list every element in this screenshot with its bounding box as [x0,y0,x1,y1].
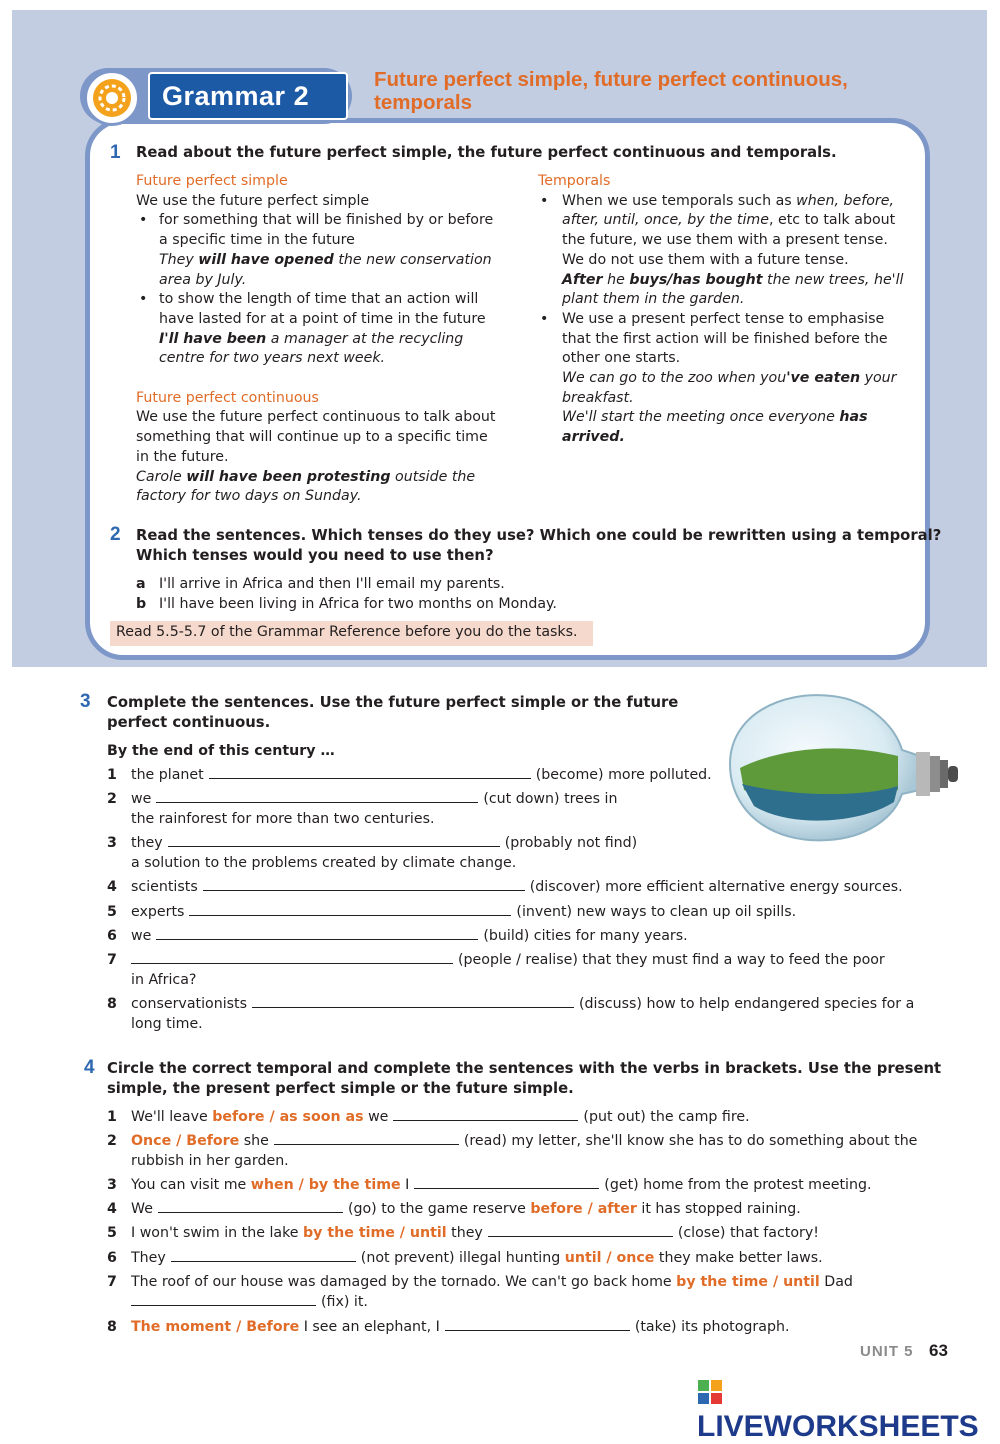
item-number: 3 [107,835,117,851]
exercise-4-item: They (not prevent) illegal hunting until / once they make better laws. [131,1250,823,1266]
exercise-3-item-continued: the rainforest for more than two centuries. [131,811,435,827]
exercise-4-item-continued: rubbish in her garden. [131,1153,289,1169]
item-label: a [136,576,146,592]
bullet: • [540,310,549,327]
answer-blank[interactable] [209,766,531,779]
fpc-title: Future perfect continuous [136,389,319,406]
temporals-bullet-1-line-4: We do not use them with a future tense. [562,251,849,268]
item-number: 5 [107,1225,117,1241]
exercise-4-item-continued: (fix) it. [131,1293,368,1313]
unit-label: UNIT 5 [860,1343,914,1360]
temporals-bullet-2-line-3: other one starts. [562,350,681,367]
exercise-3-number: 3 [80,691,91,712]
item-number: 1 [107,767,117,783]
exercise-3-item: experts (invent) new ways to clean up oil spills. [131,904,797,920]
exercise-4-item: We (go) to the game reserve before / after it has stopped raining. [131,1201,801,1217]
answer-blank[interactable] [131,951,453,964]
fps-bullet-1-line-1: for something that will be finished by or before [159,212,494,229]
temporal-choice[interactable]: before / as soon as [212,1109,364,1125]
reference-note: Read 5.5-5.7 of the Grammar Reference before you do the tasks. [116,624,578,640]
exercise-3-item: we (cut down) trees in [131,791,618,807]
temporals-example-2-line-2: breakfast. [562,389,634,406]
topic-line-1: Future perfect simple, future perfect continuous, [374,68,848,91]
liveworksheets-logo: LIVEWORKSHEETS [697,1376,1000,1444]
temporals-example-1: After he buys/has bought the new trees, he'll [562,271,904,288]
fps-example-2-line-2: centre for two years next week. [159,350,386,367]
fps-example-2: I'll have been a manager at the recycling [159,330,464,347]
item-number: 4 [107,1201,117,1217]
fpc-line-1: We use the future perfect continuous to talk about [136,409,496,426]
temporal-choice[interactable]: Once / Before [131,1133,240,1149]
temporal-choice[interactable]: when / by the time [250,1177,401,1193]
exercise-4-item: I won't swim in the lake by the time / until they (close) that factory! [131,1225,819,1241]
lightbulb-image [720,686,968,846]
item-number: 6 [107,1250,117,1266]
temporal-choice[interactable]: until / once [564,1250,655,1266]
fps-example-1-line-2: area by July. [159,271,247,288]
answer-blank[interactable] [414,1176,599,1189]
bullet: • [139,291,148,308]
item-number: 5 [107,904,117,920]
temporals-example-3-line-2: arrived. [562,429,625,446]
fps-title: Future perfect simple [136,173,288,189]
fpc-example-line-2: factory for two days on Sunday. [136,488,362,505]
temporals-bullet-1-line-2: after, until, once, by the time, etc to talk about [562,212,896,229]
item-number: 1 [107,1109,117,1125]
temporal-choice[interactable]: by the time / until [676,1274,820,1290]
fps-example-1: They will have opened the new conservation [159,251,492,268]
item-number: 3 [107,1177,117,1193]
fps-bullet-2-line-2: have lasted for at a point of time in the future [159,310,486,327]
item-number: 8 [107,996,117,1012]
item-number: 8 [107,1319,117,1335]
exercise-4-instruction-line-1: Circle the correct temporal and complete the sentences with the verbs in brackets. Use the present [107,1060,942,1077]
temporals-title: Temporals [538,173,611,189]
exercise-4-item: We'll leave before / as soon as we (put out) the camp fire. [131,1109,750,1125]
exercise-3-lead: By the end of this century … [107,743,335,759]
fpc-example: Carole will have been protesting outside the [136,468,476,485]
exercise-4-item: The roof of our house was damaged by the tornado. We can't go back home by the time / until Dad [131,1274,853,1290]
temporals-example-3: We'll start the meeting once everyone has [562,409,868,426]
temporals-example-1-line-2: plant them in the garden. [562,291,745,308]
answer-blank[interactable] [156,790,478,803]
answer-blank[interactable] [274,1132,459,1145]
topic-line-2: temporals [374,91,472,114]
exercise-3-item: conservationists (discuss) how to help endangered species for a [131,996,915,1012]
exercise-2-item-a: I'll arrive in Africa and then I'll email my parents. [159,576,505,592]
answer-blank[interactable] [488,1224,673,1237]
answer-blank[interactable] [158,1200,343,1213]
answer-blank[interactable] [252,995,574,1008]
temporals-bullet-1-line-3: the future, we use them with a present tense. [562,232,888,249]
temporals-bullet-2-line-1: We use a present perfect tense to emphasise [562,310,885,327]
exercise-1-number: 1 [110,142,121,163]
item-number: 4 [107,879,117,895]
temporal-choice[interactable]: by the time / until [303,1225,447,1241]
exercise-4-number: 4 [84,1057,95,1078]
exercise-4-item: The moment / Before I see an elephant, I (take) its photograph. [131,1319,790,1335]
answer-blank[interactable] [171,1249,356,1262]
exercise-3-item-continued: long time. [131,1016,203,1032]
temporal-choice[interactable]: before / after [530,1201,637,1217]
exercise-4-item: You can visit me when / by the time I (get) home from the protest meeting. [131,1177,872,1193]
answer-blank[interactable] [168,834,500,847]
section-badge: Grammar 2 [148,72,348,120]
gear-icon [84,70,140,126]
answer-blank[interactable] [189,903,511,916]
exercise-3-item: we (build) cities for many years. [131,928,688,944]
exercise-2-item-b: I'll have been living in Africa for two months on Monday. [159,596,557,612]
liveworksheets-icon [697,1379,723,1405]
fps-bullet-1-line-2: a specific time in the future [159,232,355,249]
item-number: 2 [107,1133,117,1149]
exercise-4-item: Once / Before she (read) my letter, she'll know she has to do something about the [131,1133,918,1149]
temporals-bullet-2-line-2: that the first action will be finished before the [562,330,888,347]
item-number: 7 [107,1274,117,1290]
exercise-3-item: (people / realise) that they must find a way to feed the poor [131,951,885,971]
bullet: • [139,212,148,229]
bullet: • [540,192,549,209]
item-number: 6 [107,928,117,944]
answer-blank[interactable] [203,878,525,891]
exercise-1-instruction: Read about the future perfect simple, the future perfect continuous and temporals. [136,144,837,161]
item-number: 7 [107,952,117,968]
exercise-4-instruction-line-2: simple, the present perfect simple or the future simple. [107,1080,574,1097]
answer-blank[interactable] [131,1293,316,1306]
item-label: b [136,596,147,612]
temporal-choice[interactable]: The moment / Before [131,1319,300,1335]
fps-intro: We use the future perfect simple [136,192,370,209]
exercise-2-number: 2 [110,524,121,545]
answer-blank[interactable] [393,1108,578,1121]
exercise-2-instruction-line-1: Read the sentences. Which tenses do they use? Which one could be rewritten using a temporal? [136,527,942,544]
fps-bullet-2-line-1: to show the length of time that an action will [159,291,479,308]
exercise-3-item-continued: a solution to the problems created by climate change. [131,855,517,871]
answer-blank[interactable] [445,1318,630,1331]
exercise-3-instruction-line-1: Complete the sentences. Use the future perfect simple or the future [107,694,679,711]
answer-blank[interactable] [156,927,478,940]
item-number: 2 [107,791,117,807]
exercise-3-item: scientists (discover) more efficient alternative energy sources. [131,879,903,895]
fpc-line-2: something that will continue up to a specific time [136,429,488,446]
page-number: 63 [929,1341,948,1360]
section-topic [374,68,934,114]
exercise-2-instruction-line-2: Which tenses would you need to use then? [136,547,494,564]
exercise-3-item: the planet (become) more polluted. [131,767,712,783]
exercise-3-instruction-line-2: perfect continuous. [107,714,271,731]
exercise-3-item-continued: in Africa? [131,972,197,988]
temporals-bullet-1-line-1: When we use temporals such as when, before, [562,192,894,209]
fpc-line-3: in the future. [136,448,229,465]
temporals-example-2: We can go to the zoo when you've eaten your [562,370,897,386]
exercise-3-item: they (probably not find) [131,835,638,851]
